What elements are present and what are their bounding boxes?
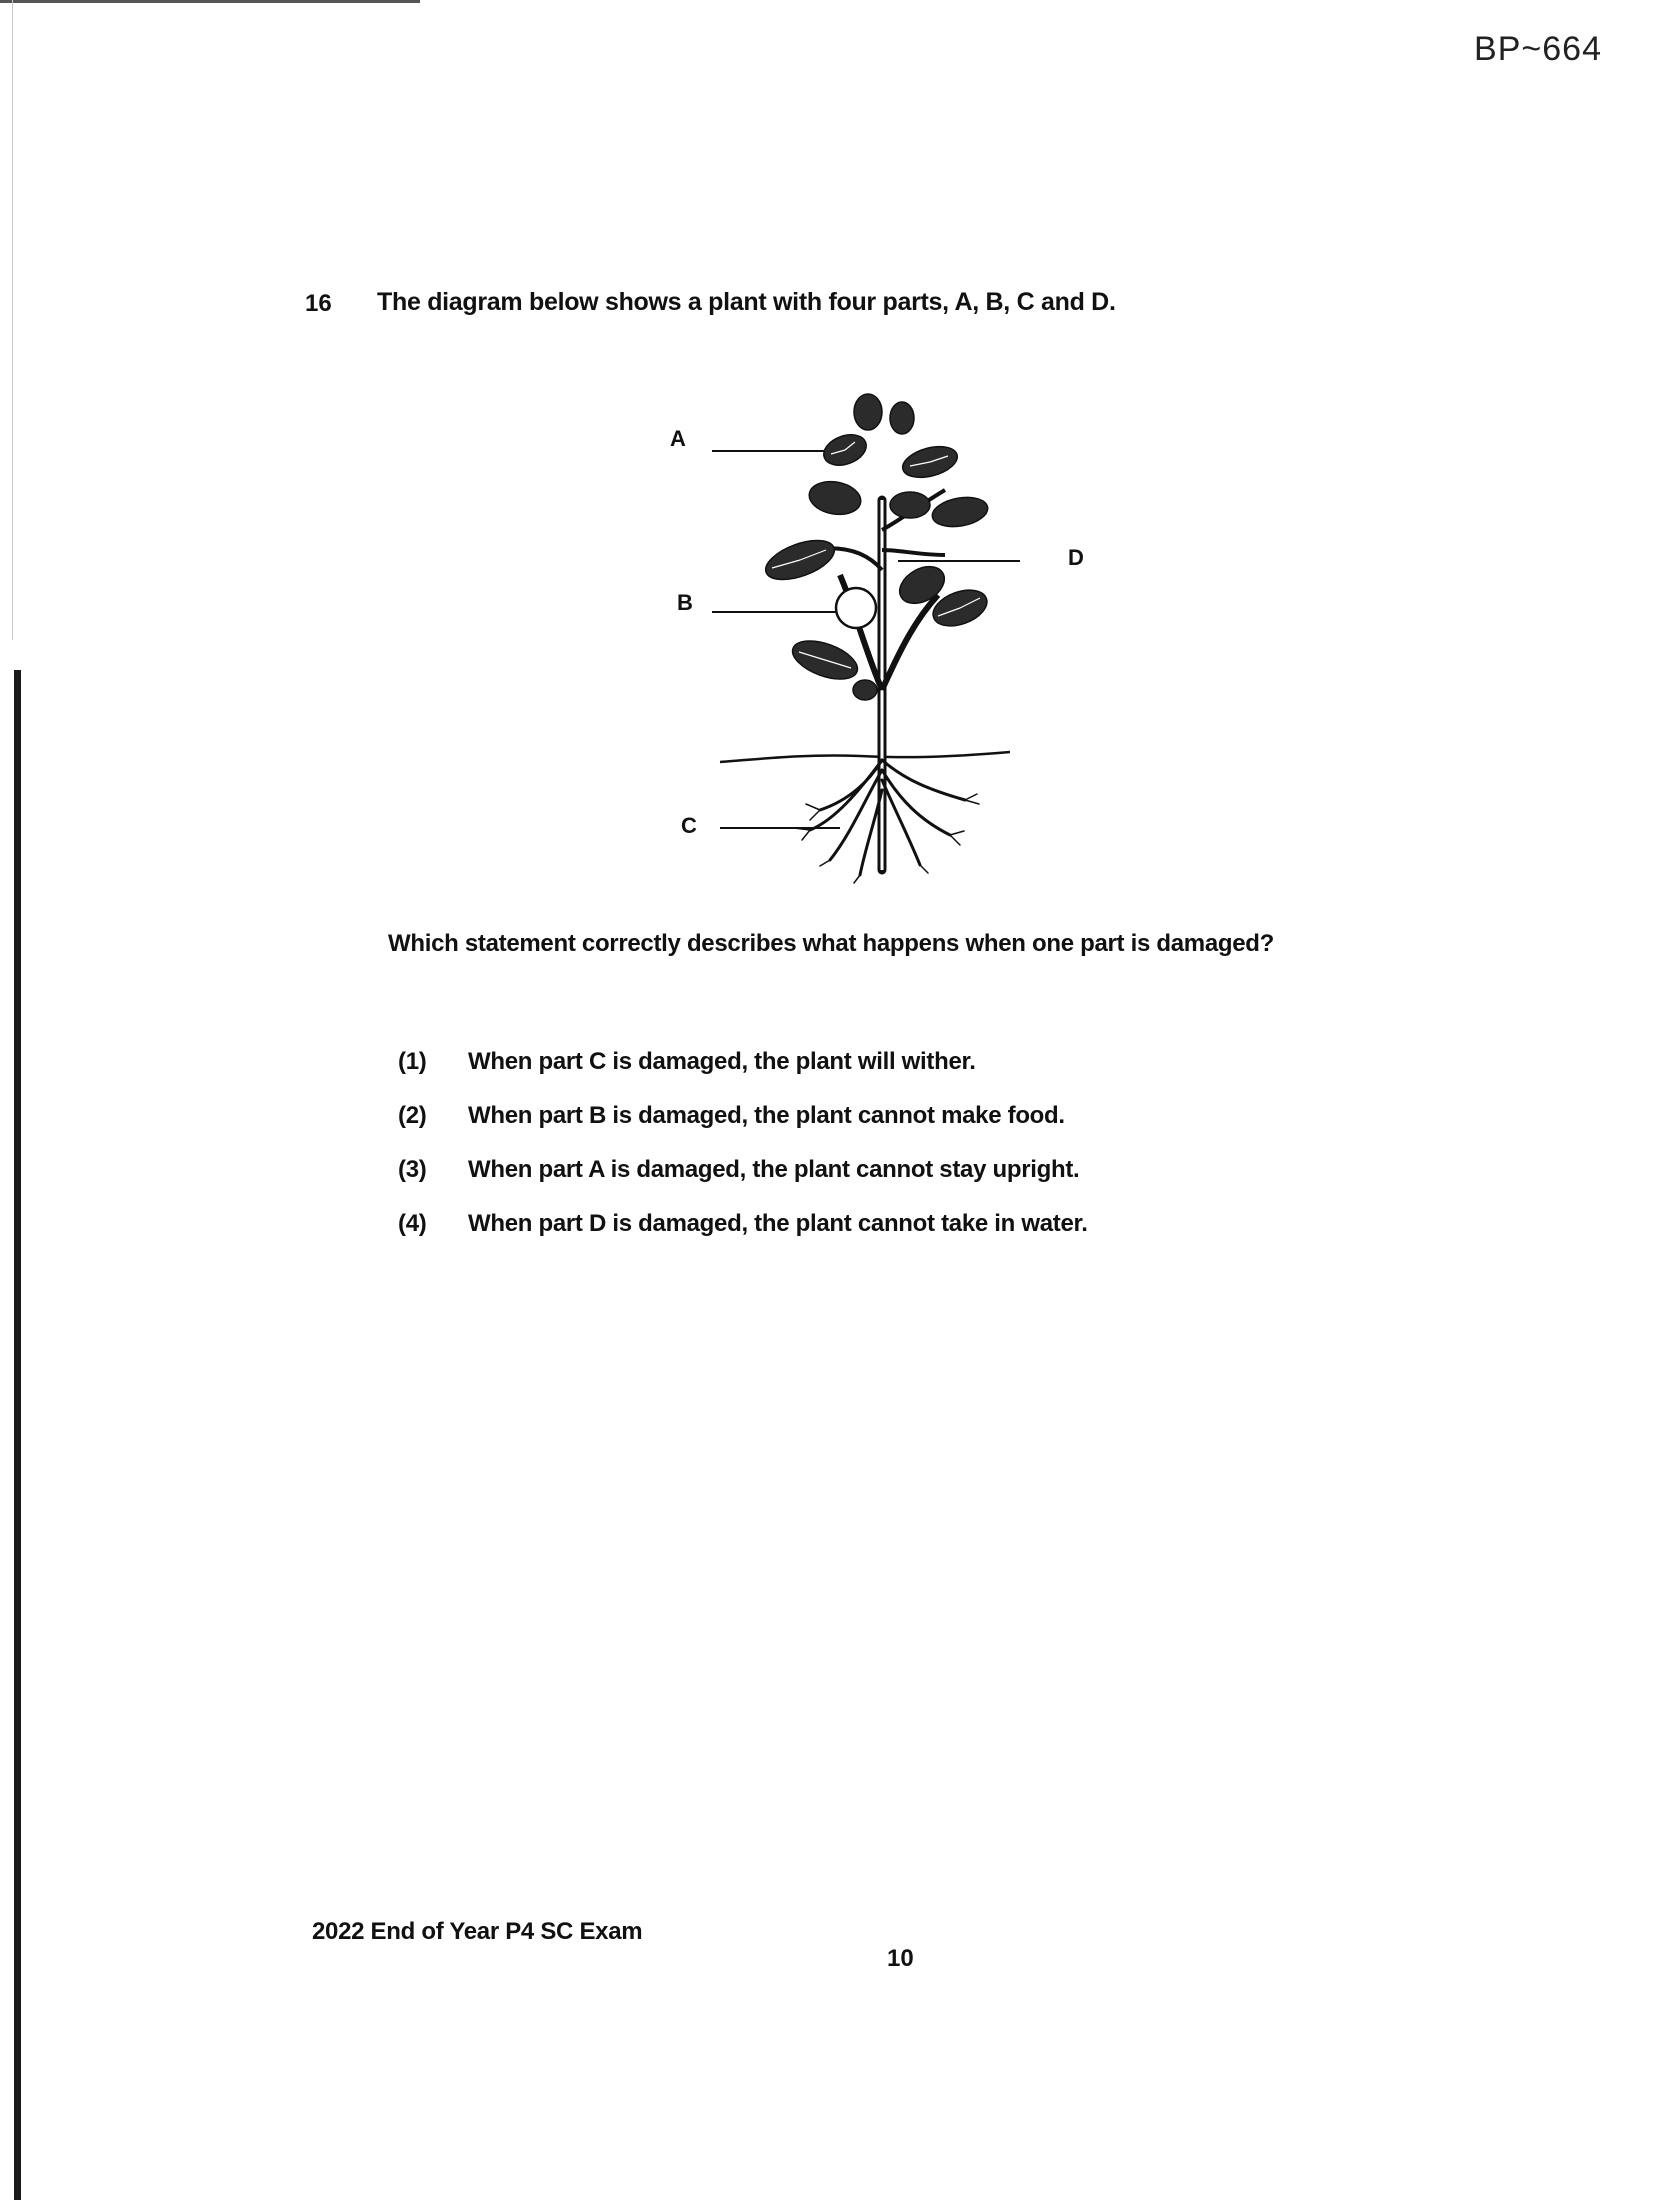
answer-option-4[interactable] bbox=[398, 1197, 1088, 1251]
option-text: When part D is damaged, the plant cannot take in water. bbox=[468, 1210, 1088, 1237]
scan-edge-top bbox=[0, 0, 420, 3]
question-number: 16 bbox=[305, 290, 332, 317]
question-prompt: Which statement correctly describes what happens when one part is damaged? bbox=[388, 930, 1275, 957]
plant-diagram bbox=[660, 390, 1020, 910]
diagram-label-c: C bbox=[681, 813, 697, 838]
scan-edge-left bbox=[14, 670, 21, 2200]
leaves bbox=[761, 394, 992, 700]
part-b-circle bbox=[836, 588, 876, 628]
answer-option-3[interactable] bbox=[398, 1143, 1088, 1197]
answer-option-1[interactable] bbox=[398, 1035, 1088, 1089]
option-number: (4) bbox=[398, 1210, 427, 1237]
option-number: (1) bbox=[398, 1048, 427, 1075]
exam-title-footer: 2022 End of Year P4 SC Exam bbox=[312, 1918, 643, 1945]
option-text: When part C is damaged, the plant will wither. bbox=[468, 1048, 976, 1075]
diagram-label-b: B bbox=[677, 590, 693, 615]
page-number: 10 bbox=[887, 1945, 914, 1972]
diagram-label-d: D bbox=[1068, 545, 1084, 570]
diagram-label-a: A bbox=[670, 426, 686, 451]
answer-options bbox=[398, 1035, 1088, 1251]
ground-line bbox=[720, 752, 1010, 762]
question-stem: The diagram below shows a plant with four parts, A, B, C and D. bbox=[377, 288, 1116, 316]
answer-option-2[interactable] bbox=[398, 1089, 1088, 1143]
option-number: (3) bbox=[398, 1156, 427, 1183]
roots bbox=[810, 760, 965, 875]
option-text: When part B is damaged, the plant cannot make food. bbox=[468, 1102, 1065, 1129]
page-code: BP~664 bbox=[1474, 30, 1602, 68]
option-number: (2) bbox=[398, 1102, 427, 1129]
option-text: When part A is damaged, the plant cannot stay upright. bbox=[468, 1156, 1080, 1183]
scan-edge-faint bbox=[12, 0, 13, 640]
